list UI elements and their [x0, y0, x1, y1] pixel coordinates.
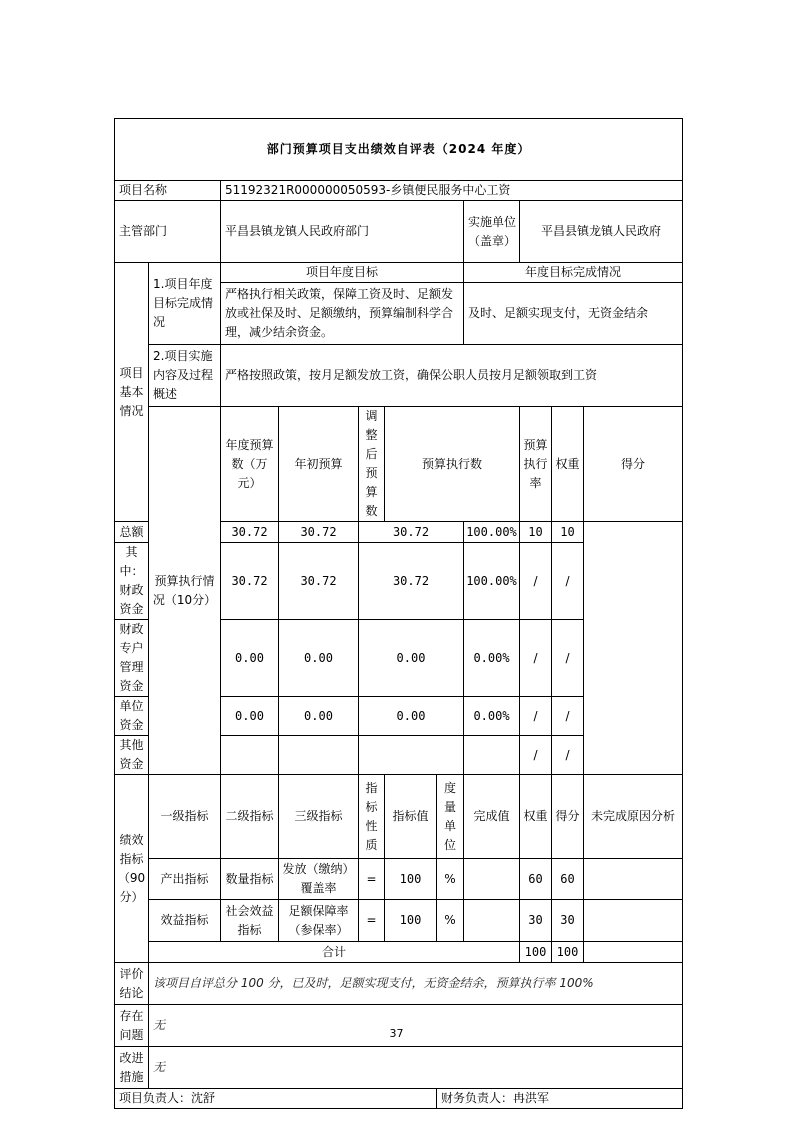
- perf-header-completed: 完成值: [464, 775, 520, 859]
- annual-goal-header: 项目年度目标: [221, 263, 464, 283]
- total-weight: 100: [520, 942, 552, 963]
- perf-header-level2: 二级指标: [221, 775, 279, 859]
- budget-weight: /: [520, 543, 552, 620]
- perf-header-unit: 度量单位: [437, 775, 464, 859]
- dept-value: 平昌县镇龙镇人民政府部门: [221, 201, 464, 263]
- budget-weight: /: [520, 736, 552, 775]
- annual-goal-text: 严格执行相关政策，保障工资及时、足额发放或社保及时、足额缴纳，预算编制科学合理，减少结余资金。: [221, 283, 464, 345]
- total-label: 合计: [149, 942, 520, 963]
- perf-header-nature: 指标性质: [359, 775, 385, 859]
- perf-level2: 社会效益指标: [221, 900, 279, 942]
- perf-header-reason: 未完成原因分析: [584, 775, 683, 859]
- goal-label: 1.项目年度目标完成情况: [149, 263, 221, 345]
- perf-header-level3: 三级指标: [279, 775, 359, 859]
- impl-unit-value: 平昌县镇龙镇人民政府: [520, 201, 683, 263]
- budget-rate: 0.00%: [464, 620, 520, 697]
- budget-header-weight: 权重: [552, 407, 584, 522]
- budget-initial: 0.00: [221, 620, 279, 697]
- budget-row-label: 其中：财政资金: [115, 543, 149, 620]
- perf-completed: [464, 900, 520, 942]
- perf-value: 100: [385, 900, 437, 942]
- budget-score: 10: [552, 522, 584, 543]
- budget-rate: [464, 736, 520, 775]
- perf-nature: =: [359, 900, 385, 942]
- table-row: [115, 900, 683, 942]
- budget-header-score: 得分: [584, 407, 683, 522]
- perf-completed: [464, 859, 520, 900]
- total-score: 100: [552, 942, 584, 963]
- improve-text: 无: [149, 1047, 683, 1089]
- budget-weight: 10: [520, 522, 552, 543]
- project-lead: 项目负责人：沈舒: [115, 1089, 437, 1109]
- budget-score: /: [552, 620, 584, 697]
- budget-adjusted: 30.72: [279, 543, 359, 620]
- budget-adjusted: 0.00: [279, 697, 359, 736]
- budget-row-label: 总额: [115, 522, 149, 543]
- budget-initial: 30.72: [221, 522, 279, 543]
- dept-label: 主管部门: [115, 201, 221, 263]
- improve-label: 改进措施: [115, 1047, 149, 1089]
- perf-level3: 发放（缴纳）覆盖率: [279, 859, 359, 900]
- table-row: [115, 859, 683, 900]
- budget-score: /: [552, 543, 584, 620]
- perf-unit: %: [437, 900, 464, 942]
- perf-header-value: 指标值: [385, 775, 437, 859]
- perf-weight: 60: [520, 859, 552, 900]
- perf-header-score: 得分: [552, 775, 584, 859]
- budget-executed: 0.00: [359, 620, 464, 697]
- budget-adjusted: [279, 736, 359, 775]
- page-number: 37: [389, 1027, 404, 1040]
- perf-reason: [584, 900, 683, 942]
- budget-header-adjusted: 调整后预算数: [359, 407, 385, 522]
- budget-header-initial: 年初预算: [279, 407, 359, 522]
- perf-score: 60: [552, 859, 584, 900]
- budget-initial: 0.00: [221, 697, 279, 736]
- perf-level1: 效益指标: [149, 900, 221, 942]
- budget-weight: /: [520, 620, 552, 697]
- budget-adjusted: 0.00: [279, 620, 359, 697]
- budget-rate: 0.00%: [464, 697, 520, 736]
- impl-unit-label: 实施单位（盖章）: [464, 201, 520, 263]
- perf-level1: 产出指标: [149, 859, 221, 900]
- budget-row-label: 财政专户管理资金: [115, 620, 149, 697]
- evaluation-form: [114, 118, 682, 1109]
- project-name-value: 51192321R000000050593-乡镇便民服务中心工资: [221, 181, 683, 201]
- perf-nature: =: [359, 859, 385, 900]
- budget-executed: 30.72: [359, 543, 464, 620]
- budget-row-label: 单位资金: [115, 697, 149, 736]
- completion-header: 年度目标完成情况: [464, 263, 683, 283]
- finance-lead: 财务负责人：冉洪军: [437, 1089, 683, 1109]
- budget-executed: 30.72: [359, 522, 464, 543]
- budget-header-amount: 年度预算数（万元）: [221, 407, 279, 522]
- budget-executed: 0.00: [359, 697, 464, 736]
- perf-reason: [584, 859, 683, 900]
- perf-level3: 足额保障率（参保率）: [279, 900, 359, 942]
- form-title: 部门预算项目支出绩效自评表（2024 年度）: [115, 119, 683, 181]
- budget-rate: 100.00%: [464, 522, 520, 543]
- perf-weight: 30: [520, 900, 552, 942]
- perf-score: 30: [552, 900, 584, 942]
- evaluation-text: 该项目自评总分 100 分，已及时，足额实现支付，无资金结余，预算执行率 100%: [149, 963, 683, 1005]
- total-reason: [584, 942, 683, 963]
- issues-label: 存在问题: [115, 1005, 149, 1047]
- budget-weight: /: [520, 697, 552, 736]
- basic-section-label: 项目基本情况: [115, 263, 149, 522]
- budget-score: /: [552, 736, 584, 775]
- budget-adjusted: 30.72: [279, 522, 359, 543]
- issues-text: 无: [149, 1005, 683, 1047]
- perf-unit: %: [437, 859, 464, 900]
- content-text: 严格按照政策，按月足额发放工资，确保公职人员按月足额领取到工资: [221, 345, 683, 407]
- perf-value: 100: [385, 859, 437, 900]
- perf-level2: 数量指标: [221, 859, 279, 900]
- budget-executed: [359, 736, 464, 775]
- budget-section-label: 预算执行情况（10分）: [149, 407, 221, 775]
- budget-header-executed: 预算执行数: [385, 407, 520, 522]
- content-label: 2.项目实施内容及过程概述: [149, 345, 221, 407]
- perf-header-level1: 一级指标: [149, 775, 221, 859]
- evaluation-label: 评价结论: [115, 963, 149, 1005]
- budget-header-rate: 预算执行率: [520, 407, 552, 522]
- budget-rate: 100.00%: [464, 543, 520, 620]
- budget-initial: [221, 736, 279, 775]
- perf-header-weight: 权重: [520, 775, 552, 859]
- budget-score: /: [552, 697, 584, 736]
- evaluation-table: [114, 118, 683, 1109]
- budget-initial: 30.72: [221, 543, 279, 620]
- completion-text: 及时、足额实现支付，无资金结余: [464, 283, 683, 345]
- budget-row-label: 其他资金: [115, 736, 149, 775]
- perf-section-label: 绩效指标（90分）: [115, 775, 149, 963]
- project-name-label: 项目名称: [115, 181, 221, 201]
